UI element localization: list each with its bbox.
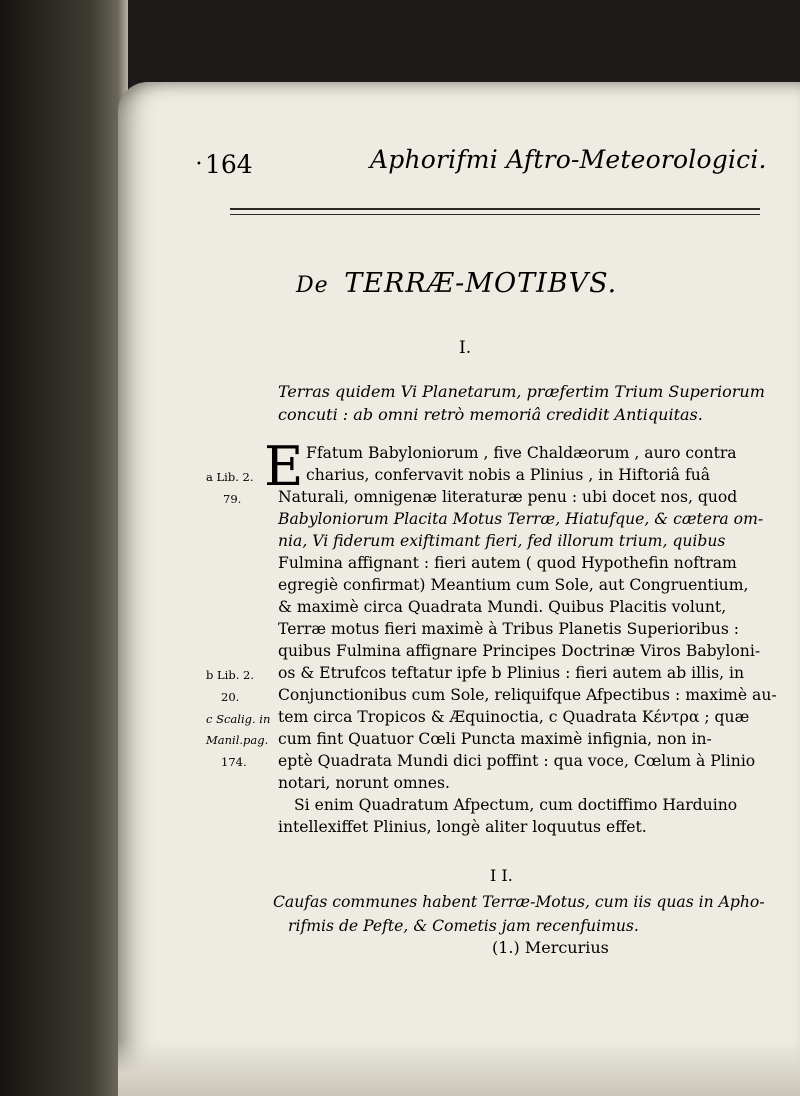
header-rule-thin [230,214,760,215]
margin-note-b: b Lib. 2. [206,668,254,682]
body-line-17: Si enim Quadratum Afpectum, cum doctiffimo Harduino [294,796,738,814]
section-number-2: I I. [490,866,513,885]
book-gutter [0,0,128,1096]
margin-note-a: a Lib. 2. [206,470,254,484]
catchword: (1.) Mercurius [492,938,609,957]
margin-note-b-page: 20. [221,690,240,704]
body-line-6: Fulmina affignant : fieri autem ( quod Hypothefin noftram [278,554,737,572]
body-line-1: Ffatum Babyloniorum , five Chaldæorum , auro contra [306,444,737,462]
body-line-7: egregiè confirmat) Meantium cum Sole, aut Congruentium, [278,576,749,594]
body-line-11: os & Etrufcos teftatur ipfe b Plinius : fieri autem ab illis, in [278,664,745,682]
body-line-2: charius, confervavit nobis a Plinius , in Hiftoriâ fuâ [306,466,711,484]
section-number-1: I. [459,338,472,358]
body-line-14: cum fint Quatuor Cœli Puncta maximè infignia, non in- [278,730,712,748]
body-line-8: & maximè circa Quadrata Mundi. Quibus Placitis volunt, [278,598,727,616]
page-number: 164 [205,150,253,179]
body-line-4: Babyloniorum Placita Motus Terræ, Hiatufque, & cætera om- [278,510,764,528]
aphorism-2-line-1: Caufas communes habent Terræ-Motus, cum iis quas in Apho- [273,893,765,911]
body-line-15: eptè Quadrata Mundi dici poffint : qua voce, Cœlum à Plinio [278,752,756,770]
aphorism-1-line-1: Terras quidem Vi Planetarum, præfertim Trium Superiorum [278,382,765,401]
running-head: Aphorifmi Aftro-Meteorologici. [370,145,767,174]
page-number-mark: • [196,159,202,170]
body-line-12: Conjunctionibus cum Sole, reliquifque Afpectibus : maximè au- [278,686,777,704]
body-line-3: Naturali, omnigenæ literaturæ penu : ubi docet nos, quod [278,488,738,506]
heading-prefix: De [296,273,329,298]
aphorism-2-line-2: rifmis de Pefte, & Cometis jam recenfuimus. [288,917,639,935]
body-line-5: nia, Vi fiderum exiftimant fieri, fed illorum trium, quibus [278,532,726,550]
body-line-16: notari, norunt omnes. [278,774,450,792]
margin-note-c-ref: Manil.pag. [206,733,269,747]
heading-title: TERRÆ-MOTIBVS. [344,268,618,299]
body-line-13: tem circa Tropicos & Æquinoctia, c Quadrata Κέντρα ; quæ [278,708,750,726]
chapter-heading [296,268,617,299]
aphorism-1-line-2: concuti : ab omni retrò memoriâ credidit Antiquitas. [278,405,703,424]
margin-note-c: c Scalig. in [206,712,271,726]
margin-note-c-page: 174. [221,755,247,769]
body-line-18: intellexiffet Plinius, longè aliter loquutus effet. [278,818,647,836]
page-bottom-edge [118,1040,800,1096]
body-line-9: Terræ motus fieri maximè à Tribus Planetis Superioribus : [278,620,740,638]
margin-note-a-page: 79. [223,492,242,506]
body-line-10: quibus Fulmina affignare Principes Doctrinæ Viros Babyloni- [278,642,761,660]
drop-initial: E [264,435,304,498]
header-rule [230,208,760,210]
